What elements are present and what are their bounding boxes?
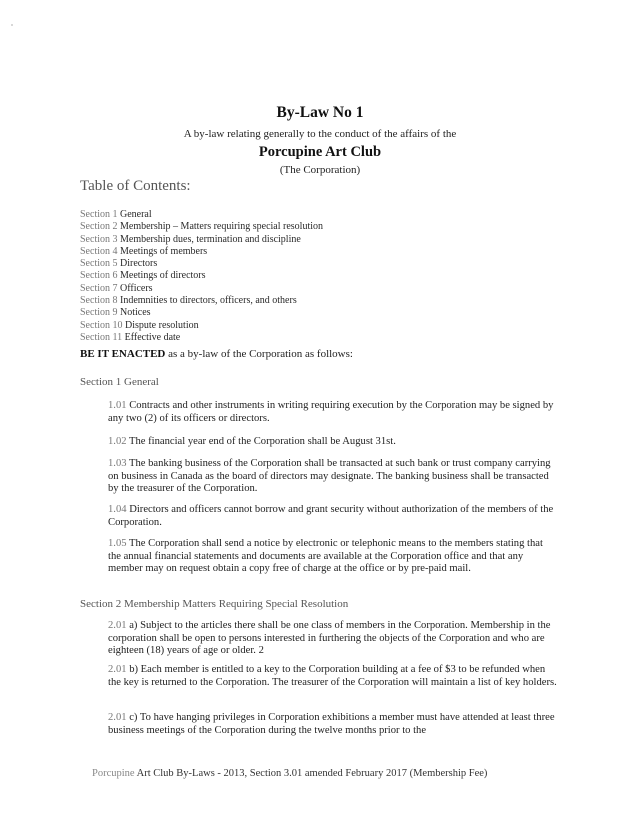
scan-speck: [11, 24, 13, 26]
toc-item: Section 11 Effective date: [80, 331, 181, 343]
toc-item: Section 4 Meetings of members: [80, 245, 208, 257]
section-2-heading: Section 2 Membership Matters Requiring Special Resolution: [80, 598, 349, 610]
toc-item: Section 8 Indemnities to directors, officers, and others: [80, 295, 297, 307]
clause-1-02: 1.02 The financial year end of the Corporation shall be August 31st.: [108, 436, 396, 447]
section-1-heading: Section 1 General: [80, 376, 159, 388]
toc-heading: Table of Contents:: [80, 178, 191, 194]
enactment-clause: BE IT ENACTED as a by-law of the Corporation as follows:: [80, 348, 353, 360]
clause-1-04: 1.04 Directors and officers cannot borrow and grant security without authorization of the members of the Corporation.: [108, 504, 554, 528]
clause-1-05: 1.05 The Corporation shall send a notice by electronic or telephonic means to the members stating that the annual financial statements and documents are available at the Corporation office and that any member may on request obtain a copy free of charge at the office or by pre-paid mail.: [108, 538, 543, 575]
toc-list: [80, 209, 323, 344]
page-footer: Porcupine Art Club By-Laws - 2013, Section 3.01 amended February 2017 (Membership Fee): [92, 768, 488, 779]
clause-2-01-b: 2.01 b) Each member is entitled to a key to the Corporation building at a fee of $3 to be refunded when the key is returned to the Corporation. The treasurer of the Corporation will maintain a list of key holders.: [108, 664, 557, 688]
toc-item: Section 6 Meetings of directors: [80, 270, 206, 282]
toc-item: Section 1 General: [80, 209, 152, 220]
toc-item: Section 9 Notices: [80, 307, 151, 319]
clause-1-03: 1.03 The banking business of the Corporation shall be transacted at such bank or trust company carrying on business in Canada as the board of directors may designate. The banking business shall be transacted by the treasurer of the Corporation.: [108, 458, 551, 495]
corporation-label: (The Corporation): [279, 164, 361, 176]
bylaw-title: By-Law No 1: [276, 104, 364, 121]
clause-2-01-c: 2.01 c) To have hanging privileges in Corporation exhibitions a member must have attended at least three business meetings of the Corporation during the twelve months prior to the: [108, 712, 555, 736]
club-name: Porcupine Art Club: [258, 144, 382, 160]
clause-2-01-a: 2.01 a) Subject to the articles there shall be one class of members in the Corporation. Membership in the corporation shall be open to persons interested in furthering the objects of the Corporation and who are eighteen (18) years of age or older. 2: [108, 620, 551, 657]
toc-item: Section 3 Membership dues, termination and discipline: [80, 233, 301, 245]
toc-item: Section 5 Directors: [80, 258, 158, 270]
bylaw-subtitle: A by-law relating generally to the conduct of the affairs of the: [183, 128, 457, 140]
clause-1-01: 1.01 Contracts and other instruments in writing requiring execution by the Corporation may be signed by any two (2) of its officers or directors.: [108, 400, 554, 424]
toc-item: Section 7 Officers: [80, 282, 153, 294]
toc-item: Section 2 Membership – Matters requiring special resolution: [80, 221, 324, 233]
toc-item: Section 10 Dispute resolution: [80, 319, 199, 331]
